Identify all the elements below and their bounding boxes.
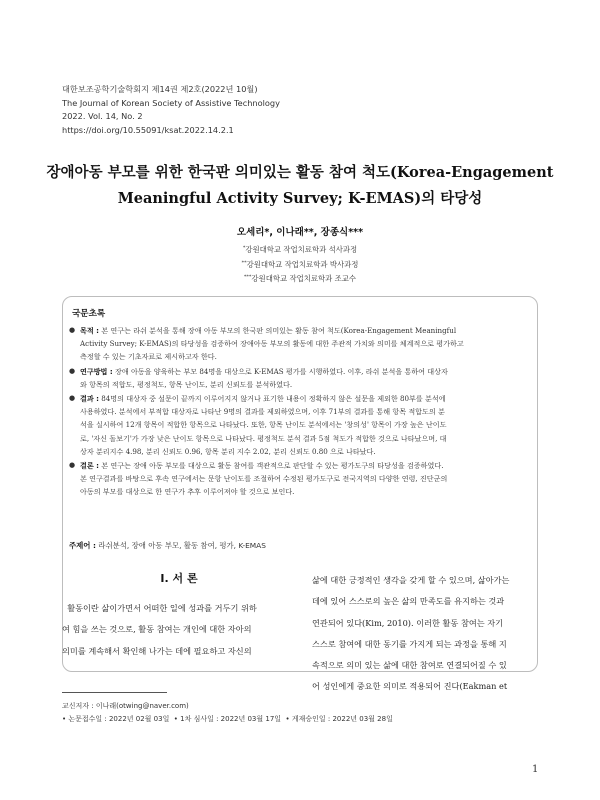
keywords xyxy=(69,540,266,551)
journal-korean-name: 대한보조공학기술학회지 제14권 제2호(2022년 10월) xyxy=(62,84,258,94)
footnote-rule xyxy=(62,692,167,693)
submission-dates: • 논문접수일 : 2022년 02월 03일 • 1차 심사일 : 2022년 03월 17일 • 게재승인일 : 2022년 03월 28일 xyxy=(62,715,393,723)
journal-header xyxy=(62,83,280,137)
page-number: 1 xyxy=(532,764,539,775)
bullet-icon: ● xyxy=(69,366,76,375)
affiliation-list xyxy=(0,242,600,286)
abstract-purpose: ● 목적 : 본 연구는 라쉬 분석을 통해 장애 아동 부모의 한국판 의미있는 활동 참여 척도(Korea-Engagement Meaningful Activity Survey; K-EMAS)의 타당성을 검증하여 장애아동 부모의 활동에 대한 주관적 가치와 의미를 체계적으로 평가하고 측정할 수 있는 기초자료로 제시하고자 한다. xyxy=(69,326,464,362)
title-line-1: 장애아동 부모를 위한 한국판 의미있는 활동 참여 척도(Korea-Engagement xyxy=(46,164,554,181)
affiliation: ***강원대학교 작업치료학과 조교수 xyxy=(243,274,357,283)
abstract-methods: ● 연구방법 : 장애 아동을 양육하는 부모 84명을 대상으로 K-EMAS 평가를 시행하였다. 이후, 라쉬 분석을 통하여 대상자 와 항목의 적합도, 평정척도, 항목 난이도, 분리 신뢰도를 분석하였다. xyxy=(69,366,448,389)
affiliation: *강원대학교 작업치료학과 석사과정 xyxy=(242,245,358,254)
body-line: 어 성인에게 중요한 의미로 적용되어 진다(Eakman et xyxy=(312,681,508,692)
body-line: 의미를 계속해서 확인해 나가는 데에 필요하고 자신의 xyxy=(62,645,252,656)
body-line: 활동이란 삶이가면서 어떠한 일에 성과를 거두기 위하 xyxy=(62,603,257,613)
bullet-icon: ● xyxy=(69,326,76,334)
abstract-results: ● 결과 : 84명의 대상자 중 설문이 끝까지 이루어지지 않거나 표기한 내용이 정확하지 않은 설문을 제외한 80부를 분석에 사용하였다. 분석에서 부적합 대상자로 나타난 9명의 결과를 제외하였으며, 이후 71부의 결과를 통해 항목 적합도의 분 석을 실시하여 12개 항목이 적합한 항목으로 나타났다. 또한, 항목 난이도 분석에서는 '창의성' 항목이 가장 높은 난이도 로, '자신 돌보기'가 가장 낮은 난이도 항목으로 나타났다. 평정척도 분석 결과 5점 척도가 적합한 것으로 나타났으며, 대 상자 분리지수 4.98, 분리 신뢰도 0.96, 항목 분리 지수 2.02, 분리 신뢰도 0.80 으로 나타났다. xyxy=(69,394,447,456)
body-line: 연관되어 있다(Kim, 2010). 이러한 활동 참여는 자기 xyxy=(312,617,504,628)
section-heading: Ⅰ. 서 론 xyxy=(160,572,198,585)
abstract-conclusion: ● 결론 : 본 연구는 장애 아동 부모를 대상으로 활동 참여를 객관적으로 판단할 수 있는 평가도구의 타당성을 검증하였다. 본 연구결과를 바탕으로 후속 연구에서는 문항 난이도를 조절하여 수정된 평가도구로 전국지역의 다양한 연령, 진단군의 아동의 부모를 대상으로 한 연구가 추후 이루어져야 할 것으로 보인다. xyxy=(69,461,448,497)
author-list: 오세리*, 이나래**, 장종식*** xyxy=(236,227,364,238)
journal-english-name: The Journal of Korean Society of Assistive Technology xyxy=(62,97,280,108)
abstract-heading: 국문초록 xyxy=(72,309,106,319)
bullet-icon: ● xyxy=(69,394,76,403)
abstract-body xyxy=(69,324,534,500)
corresponding-author: 교신저자 : 이나래(otwing@naver.com) xyxy=(62,702,189,710)
bullet-icon: ● xyxy=(69,461,76,470)
body-line: 삶에 대한 긍정적인 생각을 갖게 할 수 있으며, 삶아가는 xyxy=(312,575,510,585)
keywords-label: 주제어 : xyxy=(69,541,96,550)
footnotes xyxy=(62,700,393,726)
body-line: 여 힘을 쓰는 것으로, 활동 참여는 개인에 대한 자아의 xyxy=(62,624,252,635)
journal-volume: 2022. Vol. 14, No. 2 xyxy=(62,111,143,122)
body-column-right xyxy=(312,570,540,698)
journal-doi-link[interactable]: https://doi.org/10.55091/ksat.2022.14.2.1 xyxy=(62,124,234,135)
title-line-2: Meaningful Activity Survey; K-EMAS)의 타당성 xyxy=(117,190,483,207)
body-column-left xyxy=(62,598,298,662)
affiliation: **강원대학교 작업치료학과 박사과정 xyxy=(241,259,359,269)
keywords-list: 라쉬분석, 장애 아동 부모, 활동 참여, 평가, K-EMAS xyxy=(98,541,266,550)
body-line: 스스로 참여에 대한 동기를 가지게 되는 과정을 통해 지 xyxy=(312,638,507,649)
body-line: 데에 있어 스스로의 높은 삶의 만족도를 유지하는 것과 xyxy=(312,596,505,607)
paper-title xyxy=(40,160,560,212)
body-line: 속적으로 의미 있는 삶에 대한 참여로 연결되어질 수 있 xyxy=(312,660,507,671)
